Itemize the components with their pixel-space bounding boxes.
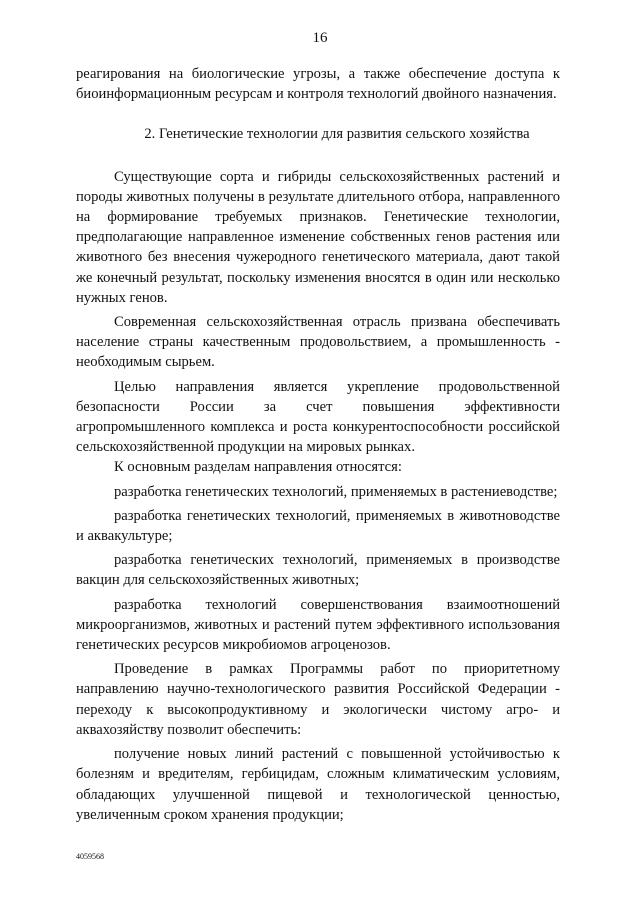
page-number: 16	[312, 30, 328, 46]
list-item-microbiomes: разработка технологий совершенствования взаимоотношений микроорганизмов, животных и растений путем эффективного использования генетических ресурсов микробиомов агроценозов.	[76, 596, 560, 654]
document-body	[76, 64, 560, 825]
paragraph-continuation: реагирования на биологические угрозы, а также обеспечение доступа к биоинформационным ресурсам и контроля технологий двойного назначения.	[76, 66, 560, 103]
list-item-vaccines: разработка генетических технологий, применяемых в производстве вакцин для сельскохозяйственных животных;	[76, 552, 560, 589]
paragraph-goal: Целью направления является укрепление продовольственной безопасности России за счет повышения эффективности агропромышленного комплекса и роста конкурентоспособности российской сельскохозяйственной продукции на мировых рынках.	[76, 378, 560, 456]
section-heading: 2. Генетические технологии для развития сельского хозяйства	[144, 126, 530, 143]
paragraph-existing-varieties: Существующие сорта и гибриды сельскохозяйственных растений и породы животных получены в результате длительного отбора, направленного на формирование требуемых признаков. Генетические технологии, предполагающие направленное изменение собственных генов растения или животного без внесения чужеродного генетического материала, дают такой же конечный результат, поскольку изменения вносятся в один или несколько нужных генов.	[76, 168, 560, 306]
paragraph-program-provides: Проведение в рамках Программы работ по приоритетному направлению научно-технологического развития Российской Федерации - переходу к высокопродуктивному и экологически чистому агро- и аквахозяйству позволит обеспечить:	[76, 661, 560, 738]
list-item-new-plant-lines: получение новых линий растений с повышенной устойчивостью к болезням и вредителям, гербицидам, сложным климатическим условиям, обладающих улучшенной пищевой и технологической ценностью, увеличенным сроком хранения продукции;	[76, 746, 560, 823]
paragraph-modern-agriculture: Современная сельскохозяйственная отрасль призвана обеспечивать население страны качественным продовольствием, а промышленность - необходимым сырьем.	[76, 314, 560, 371]
paragraph-sections-intro: К основным разделам направления относятся:	[114, 459, 402, 476]
list-item-livestock: разработка генетических технологий, применяемых в животноводстве и аквакультуре;	[76, 507, 560, 545]
list-item-plant-growing: разработка генетических технологий, применяемых в растениеводстве;	[114, 483, 558, 500]
document-id: 4059568	[76, 852, 104, 861]
